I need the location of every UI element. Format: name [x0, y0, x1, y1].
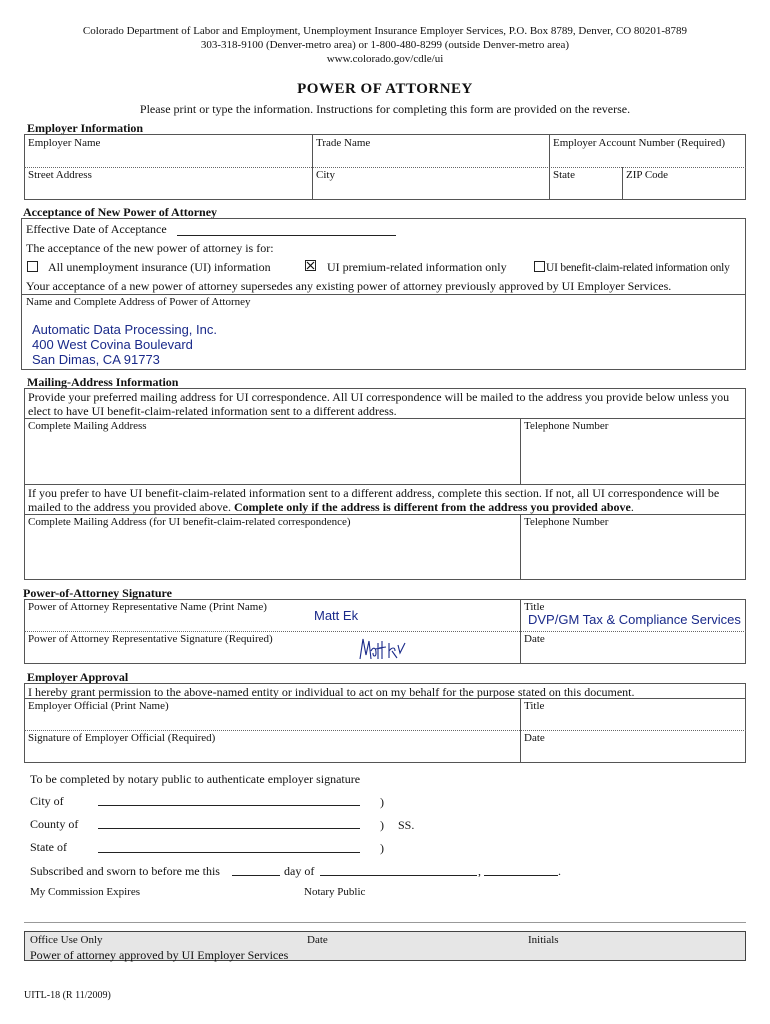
divider [520, 418, 521, 484]
mailing-intro-cont: elect to have UI benefit-claim-related information sent to a different address. [28, 404, 397, 418]
telephone-field[interactable]: Telephone Number [524, 420, 609, 432]
notary-intro: To be completed by notary public to authenticate employer signature [30, 772, 361, 786]
divider [24, 167, 746, 168]
comma: , [478, 864, 481, 878]
account-number-field[interactable]: Employer Account Number (Required) [553, 137, 725, 149]
benefit-only-label: UI benefit-claim-related information only [546, 262, 730, 274]
approval-heading: Employer Approval [27, 670, 129, 684]
agency-address: Colorado Department of Labor and Employment, Unemployment Insurance Employer Services, P.O. Box 8789, Denver, CO 80201-8789 [82, 25, 688, 37]
month-input[interactable] [320, 875, 477, 876]
notary-city-input[interactable] [98, 805, 360, 806]
alt-mailing-address-field[interactable]: Complete Mailing Address (for UI benefit-claim-related correspondence) [28, 516, 351, 528]
divider [312, 134, 313, 200]
office-approved-text: Power of attorney approved by UI Employer Services [30, 948, 289, 962]
premium-only-checkbox[interactable] [305, 260, 316, 271]
city-field[interactable]: City [316, 169, 335, 181]
rep-name-label: Power of Attorney Representative Name (Print Name) [28, 601, 267, 613]
employer-info-heading: Employer Information [27, 121, 144, 135]
office-initials-label: Initials [528, 934, 559, 946]
acceptance-for-label: The acceptance of the new power of attorney is for: [26, 241, 274, 255]
office-date-label: Date [307, 934, 328, 946]
handwritten-signature[interactable] [356, 633, 408, 665]
notary-state-label: State of [30, 840, 67, 854]
mailing-address-field[interactable]: Complete Mailing Address [28, 420, 147, 432]
effective-date-label: Effective Date of Acceptance [26, 222, 167, 236]
all-ui-label: All unemployment insurance (UI) information [48, 260, 271, 274]
alt-text-a: mailed to the address you provided above. [28, 500, 234, 514]
alt-address-instructions-cont [28, 500, 634, 514]
office-use-label: Office Use Only [30, 934, 103, 946]
form-number: UITL-18 (R 11/2009) [24, 990, 111, 1001]
divider [21, 294, 746, 295]
subscribed-label: Subscribed and sworn to before me this [30, 864, 220, 878]
commission-label: My Commission Expires [30, 886, 141, 898]
day-of-label: day of [284, 864, 315, 878]
poa-street-address[interactable]: 400 West Covina Boulevard [32, 337, 193, 352]
official-signature-field[interactable]: Signature of Employer Official (Required) [28, 732, 216, 744]
divider [24, 514, 746, 515]
mailing-intro: Provide your preferred mailing address for UI correspondence. All UI correspondence will be mailed to the address you provide below unless you [28, 390, 730, 404]
rep-title-label: Title [524, 601, 545, 613]
paren: ) [380, 795, 384, 809]
poa-name-address-label: Name and Complete Address of Power of Attorney [26, 296, 251, 308]
street-address-field[interactable]: Street Address [28, 169, 92, 181]
state-field[interactable]: State [553, 169, 575, 181]
day-input[interactable] [232, 875, 280, 876]
divider [520, 698, 521, 763]
benefit-only-checkbox[interactable] [534, 261, 545, 272]
notary-city-label: City of [30, 794, 64, 808]
page-title: POWER OF ATTORNEY [297, 81, 473, 97]
paren: ) [380, 841, 384, 855]
divider [24, 922, 746, 923]
rep-signature-label: Power of Attorney Representative Signature (Required) [28, 633, 273, 645]
notary-county-input[interactable] [98, 828, 360, 829]
agency-phone: 303-318-9100 (Denver-metro area) or 1-800-480-8299 (outside Denver-metro area) [200, 39, 570, 51]
premium-only-label: UI premium-related information only [327, 260, 507, 274]
divider [24, 484, 746, 485]
official-date-field[interactable]: Date [524, 732, 545, 744]
alt-text-period: . [630, 500, 634, 514]
divider [622, 167, 623, 200]
period: . [558, 864, 561, 878]
approval-statement: I hereby grant permission to the above-named entity or individual to act on my behalf for the purpose stated on this document. [28, 685, 635, 699]
poa-city-state-zip[interactable]: San Dimas, CA 91773 [32, 352, 160, 367]
official-title-field[interactable]: Title [524, 700, 545, 712]
alt-address-instructions: If you prefer to have UI benefit-claim-related information sent to a different address, complete this section. If not, all UI correspondence will be [28, 486, 720, 500]
ss-label: SS. [398, 818, 415, 832]
divider [24, 418, 746, 419]
zip-field[interactable]: ZIP Code [626, 169, 669, 181]
poa-signature-heading: Power-of-Attorney Signature [23, 586, 172, 600]
employer-name-field[interactable]: Employer Name [28, 137, 101, 149]
trade-name-field[interactable]: Trade Name [316, 137, 371, 149]
divider [520, 514, 521, 580]
divider [549, 134, 550, 200]
checkmark-x-icon [306, 261, 315, 270]
supersedes-notice: Your acceptance of a new power of attorney supersedes any existing power of attorney previously approved by UI Employer Services. [26, 279, 672, 293]
divider [24, 631, 746, 632]
form-instructions: Please print or type the information. Instructions for completing this form are provided on the reverse. [139, 102, 631, 116]
all-ui-checkbox[interactable] [27, 261, 38, 272]
paren: ) [380, 818, 384, 832]
divider [24, 698, 746, 699]
rep-date-label: Date [524, 633, 545, 645]
acceptance-heading: Acceptance of New Power of Attorney [23, 205, 218, 219]
divider [520, 599, 521, 664]
official-name-field[interactable]: Employer Official (Print Name) [28, 700, 169, 712]
alt-text-bold: Complete only if the address is different from the address you provided above [233, 500, 631, 514]
mailing-heading: Mailing-Address Information [27, 375, 179, 389]
poa-company-name[interactable]: Automatic Data Processing, Inc. [32, 322, 217, 337]
notary-state-input[interactable] [98, 852, 360, 853]
alt-telephone-field[interactable]: Telephone Number [524, 516, 609, 528]
agency-website[interactable]: www.colorado.gov/cdle/ui [326, 53, 444, 65]
notary-public-label: Notary Public [304, 886, 366, 898]
rep-title-value[interactable]: DVP/GM Tax & Compliance Services [528, 612, 741, 627]
notary-county-label: County of [30, 817, 79, 831]
effective-date-input[interactable] [177, 235, 396, 236]
divider [24, 730, 746, 731]
year-input[interactable] [484, 875, 558, 876]
rep-name-value[interactable]: Matt Ek [314, 608, 359, 623]
